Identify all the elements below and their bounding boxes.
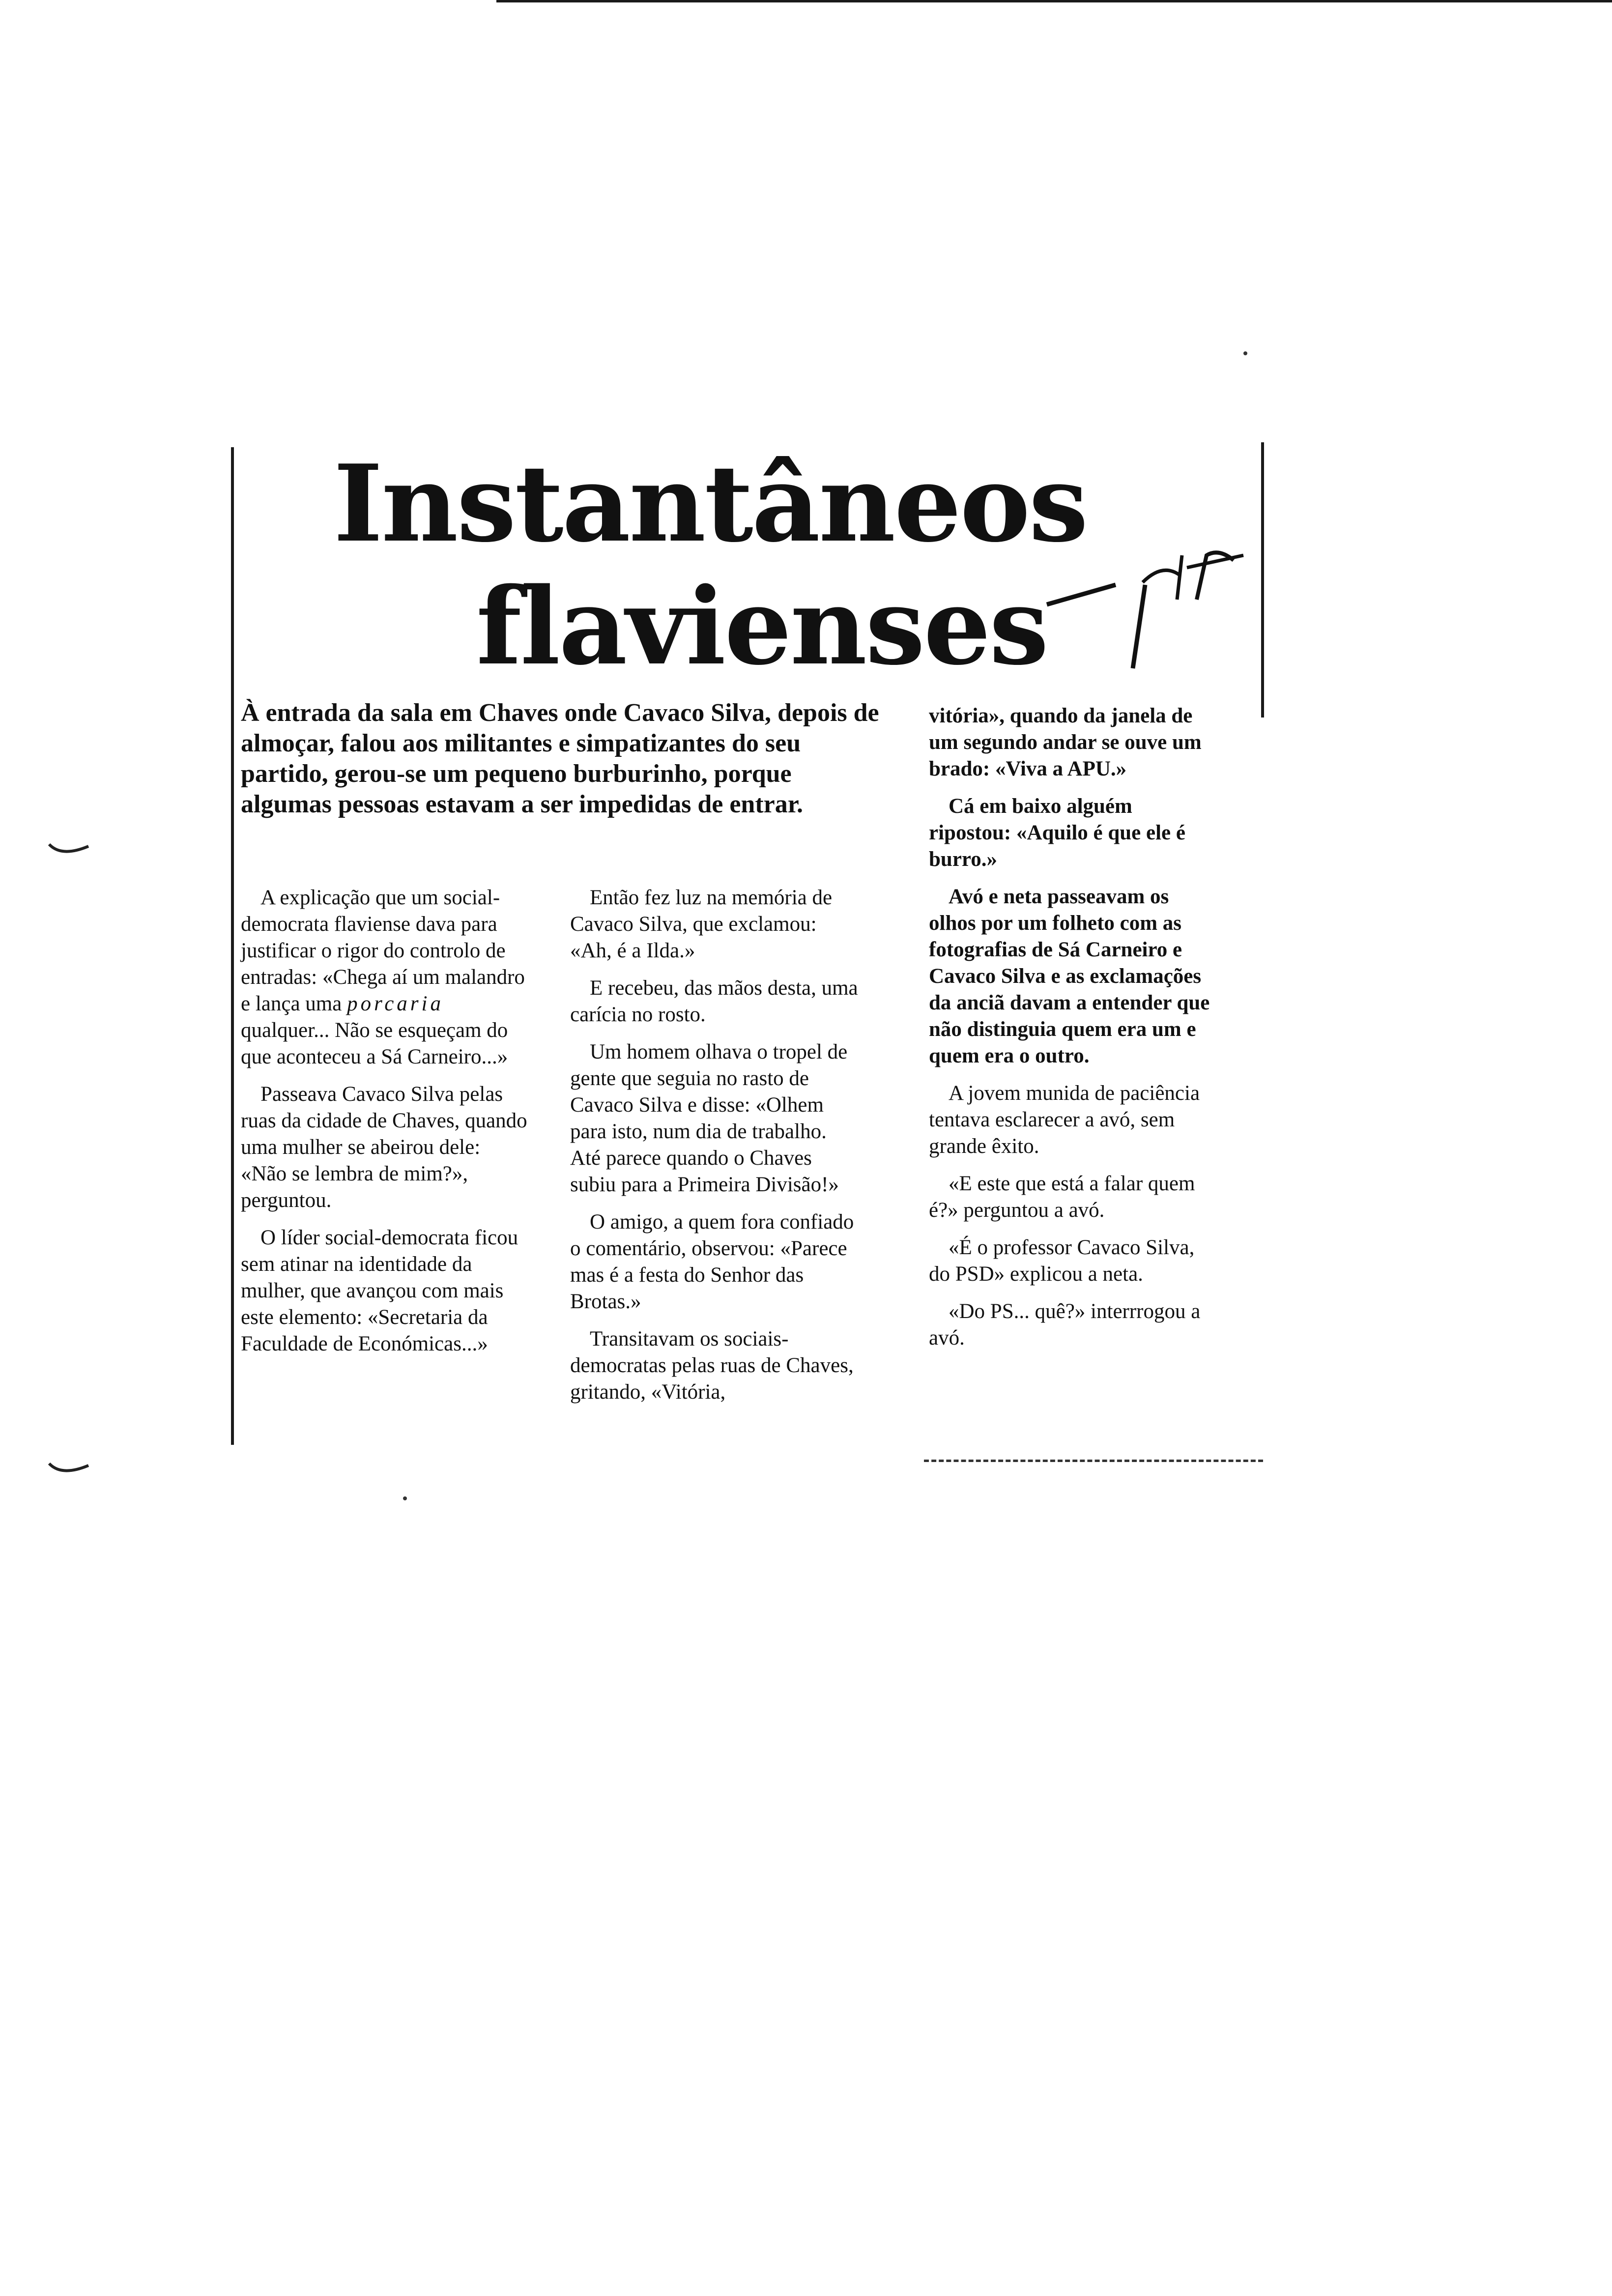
margin-checkmark-icon [47,840,91,860]
article-column-1 [241,885,531,1368]
column-3-paragraph-2: Cá em baixo alguém ripostou: «Aquilo é que ele é burro.» [929,795,1185,871]
newspaper-clipping [231,442,1268,1464]
emphasis-text: porcaria [347,992,444,1015]
paragraph-text: A explicação que um social-democrata flaviense dava para justificar o rigor do controlo de entradas: «Chega aí um malandro e lança uma [241,886,525,1015]
column-2-paragraph-2: E recebeu, das mãos desta, uma carícia no rosto. [570,976,858,1026]
headline-line-1: Instantâneos [333,441,1087,566]
article-column-3 [929,703,1214,1362]
column-2-paragraph-3: Um homem olhava o tropel de gente que seguia no rasto de Cavaco Silva e disse: «Olhem para isto, num dia de trabalho. Até parece quando o Chaves subiu para a Primeira Divisão!» [570,1040,848,1196]
column-3-paragraph-3: Avó e neta passeavam os olhos por um folheto com as fotografias de Sá Carneiro e Cavaco Silva e as exclamações da anciã davam a entender que não distinguia quem era um e quem era o outro. [929,885,1210,1067]
column-2-paragraph-1: Então fez luz na memória de Cavaco Silva, que exclamou: «Ah, é a Ilda.» [570,886,833,962]
column-3-paragraph-4: A jovem munida de paciência tentava esclarecer a avó, sem grande êxito. [929,1082,1200,1158]
column-3-paragraph-7: «Do PS... quê?» interrrogou a avó. [929,1300,1201,1349]
article-lead: À entrada da sala em Chaves onde Cavaco Silva, depois de almoçar, falou aos militantes e simpatizantes do seu partido, gerou-se um pequeno burburinho, porque algumas pessoas estavam a ser impedidas de entrar. [241,699,879,818]
paragraph-text: qualquer... Não se esqueçam do que aconteceu a Sá Carneiro...» [241,1019,508,1068]
top-border-line [496,0,1612,2]
ink-speck [403,1496,407,1500]
margin-checkmark-icon [47,1460,91,1479]
column-2-paragraph-4: O amigo, a quem fora confiado o comentário, observou: «Parece mas é a festa do Senhor das Brotas.» [570,1210,854,1313]
column-3-paragraph-6: «É o professor Cavaco Silva, do PSD» explicou a neta. [929,1236,1195,1286]
column-3-paragraph-1: vitória», quando da janela de um segundo andar se ouve um brado: «Viva a APU.» [929,704,1202,780]
column-2-paragraph-5: Transitavam os sociais-democratas pelas ruas de Chaves, gritando, «Vitória, [570,1327,854,1404]
headline-line-2: flavienses [476,564,1048,689]
column-3-paragraph-5: «E este que está a falar quem é?» perguntou a avó. [929,1172,1195,1222]
column-1-paragraph-1 [241,885,531,1070]
handwritten-mark-icon [1042,526,1248,673]
column-1-paragraph-2: Passeava Cavaco Silva pelas ruas da cidade de Chaves, quando uma mulher se abeirou dele: «Não se lembra de mim?», perguntou. [241,1083,527,1212]
clipping-bottom-rule [924,1460,1263,1462]
article-column-2 [570,885,860,1416]
column-1-paragraph-3: O líder social-democrata ficou sem atinar na identidade da mulher, que avançou com mais este elemento: «Secretaria da Faculdade de Económicas...» [241,1226,518,1355]
ink-speck [1243,351,1247,355]
